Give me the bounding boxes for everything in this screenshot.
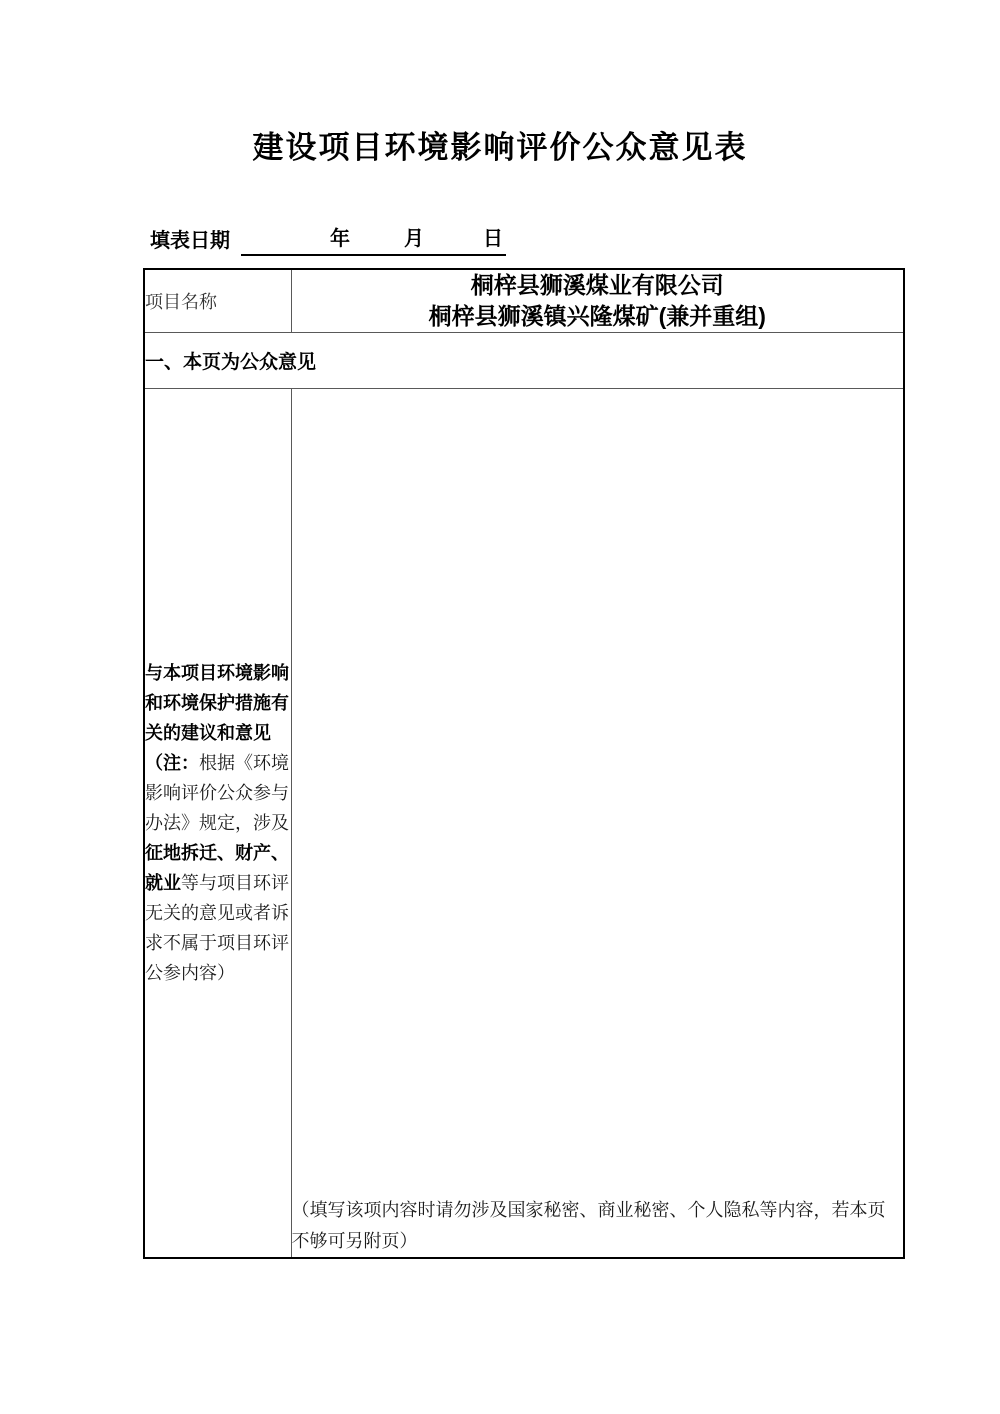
opinion-label-segment: 与本项目环境影响和环境保护措施有关的建议和意见（注： xyxy=(145,663,289,773)
opinion-input-cell[interactable] xyxy=(291,389,904,1259)
section-header-row xyxy=(144,333,904,389)
project-name-cell xyxy=(291,269,904,333)
date-label: 填表日期 xyxy=(150,230,230,252)
date-day-label: 日 xyxy=(483,228,503,250)
page-title: 建设项目环境影响评价公众意见表 xyxy=(252,130,748,165)
opinion-label-segment: 征地拆迁、财产、就业 xyxy=(145,843,289,893)
project-name-row xyxy=(144,269,904,333)
opinion-note: （填写该项内容时请勿涉及国家秘密、商业秘密、个人隐私等内容，若本页不够可另附页） xyxy=(291,1200,886,1251)
project-name-line2: 桐梓县狮溪镇兴隆煤矿(兼并重组) xyxy=(428,303,766,329)
opinion-label-cell xyxy=(144,389,291,1259)
opinion-label-segment: 等与项目环评无关的意见或者诉求不属于项目环评公参内容） xyxy=(145,873,289,983)
opinion-row xyxy=(144,389,904,1259)
project-name-line1: 桐梓县狮溪煤业有限公司 xyxy=(470,272,724,298)
opinion-label-segment: 根据《环境影响评价公众参与办法》规定，涉及 xyxy=(145,753,289,833)
date-year-label: 年 xyxy=(330,228,350,250)
date-month-label: 月 xyxy=(404,228,424,250)
opinion-form-table xyxy=(143,268,905,1259)
project-name-label: 项目名称 xyxy=(144,269,291,333)
date-fill-line[interactable] xyxy=(241,224,506,256)
section-header: 一、本页为公众意见 xyxy=(144,333,904,389)
date-line xyxy=(150,224,506,256)
